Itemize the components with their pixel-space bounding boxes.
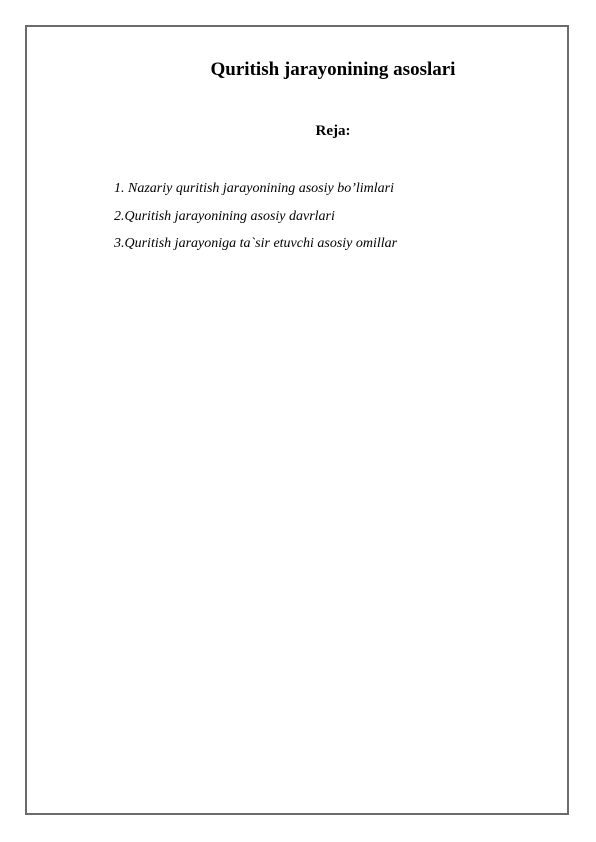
plan-item-1: 1. Nazariy quritish jarayonining asosiy bo’limlari bbox=[114, 181, 395, 196]
plan-item-2: 2.Quritish jarayonining asosiy davrlari bbox=[114, 208, 335, 224]
plan-item-3: 3.Quritish jarayoniga ta`sir etuvchi asosiy omillar bbox=[114, 236, 398, 251]
plan-heading: Reja: bbox=[315, 123, 351, 139]
plan-list bbox=[114, 175, 397, 258]
page-border bbox=[25, 25, 569, 815]
document-title: Quritish jarayonining asoslari bbox=[210, 59, 456, 80]
